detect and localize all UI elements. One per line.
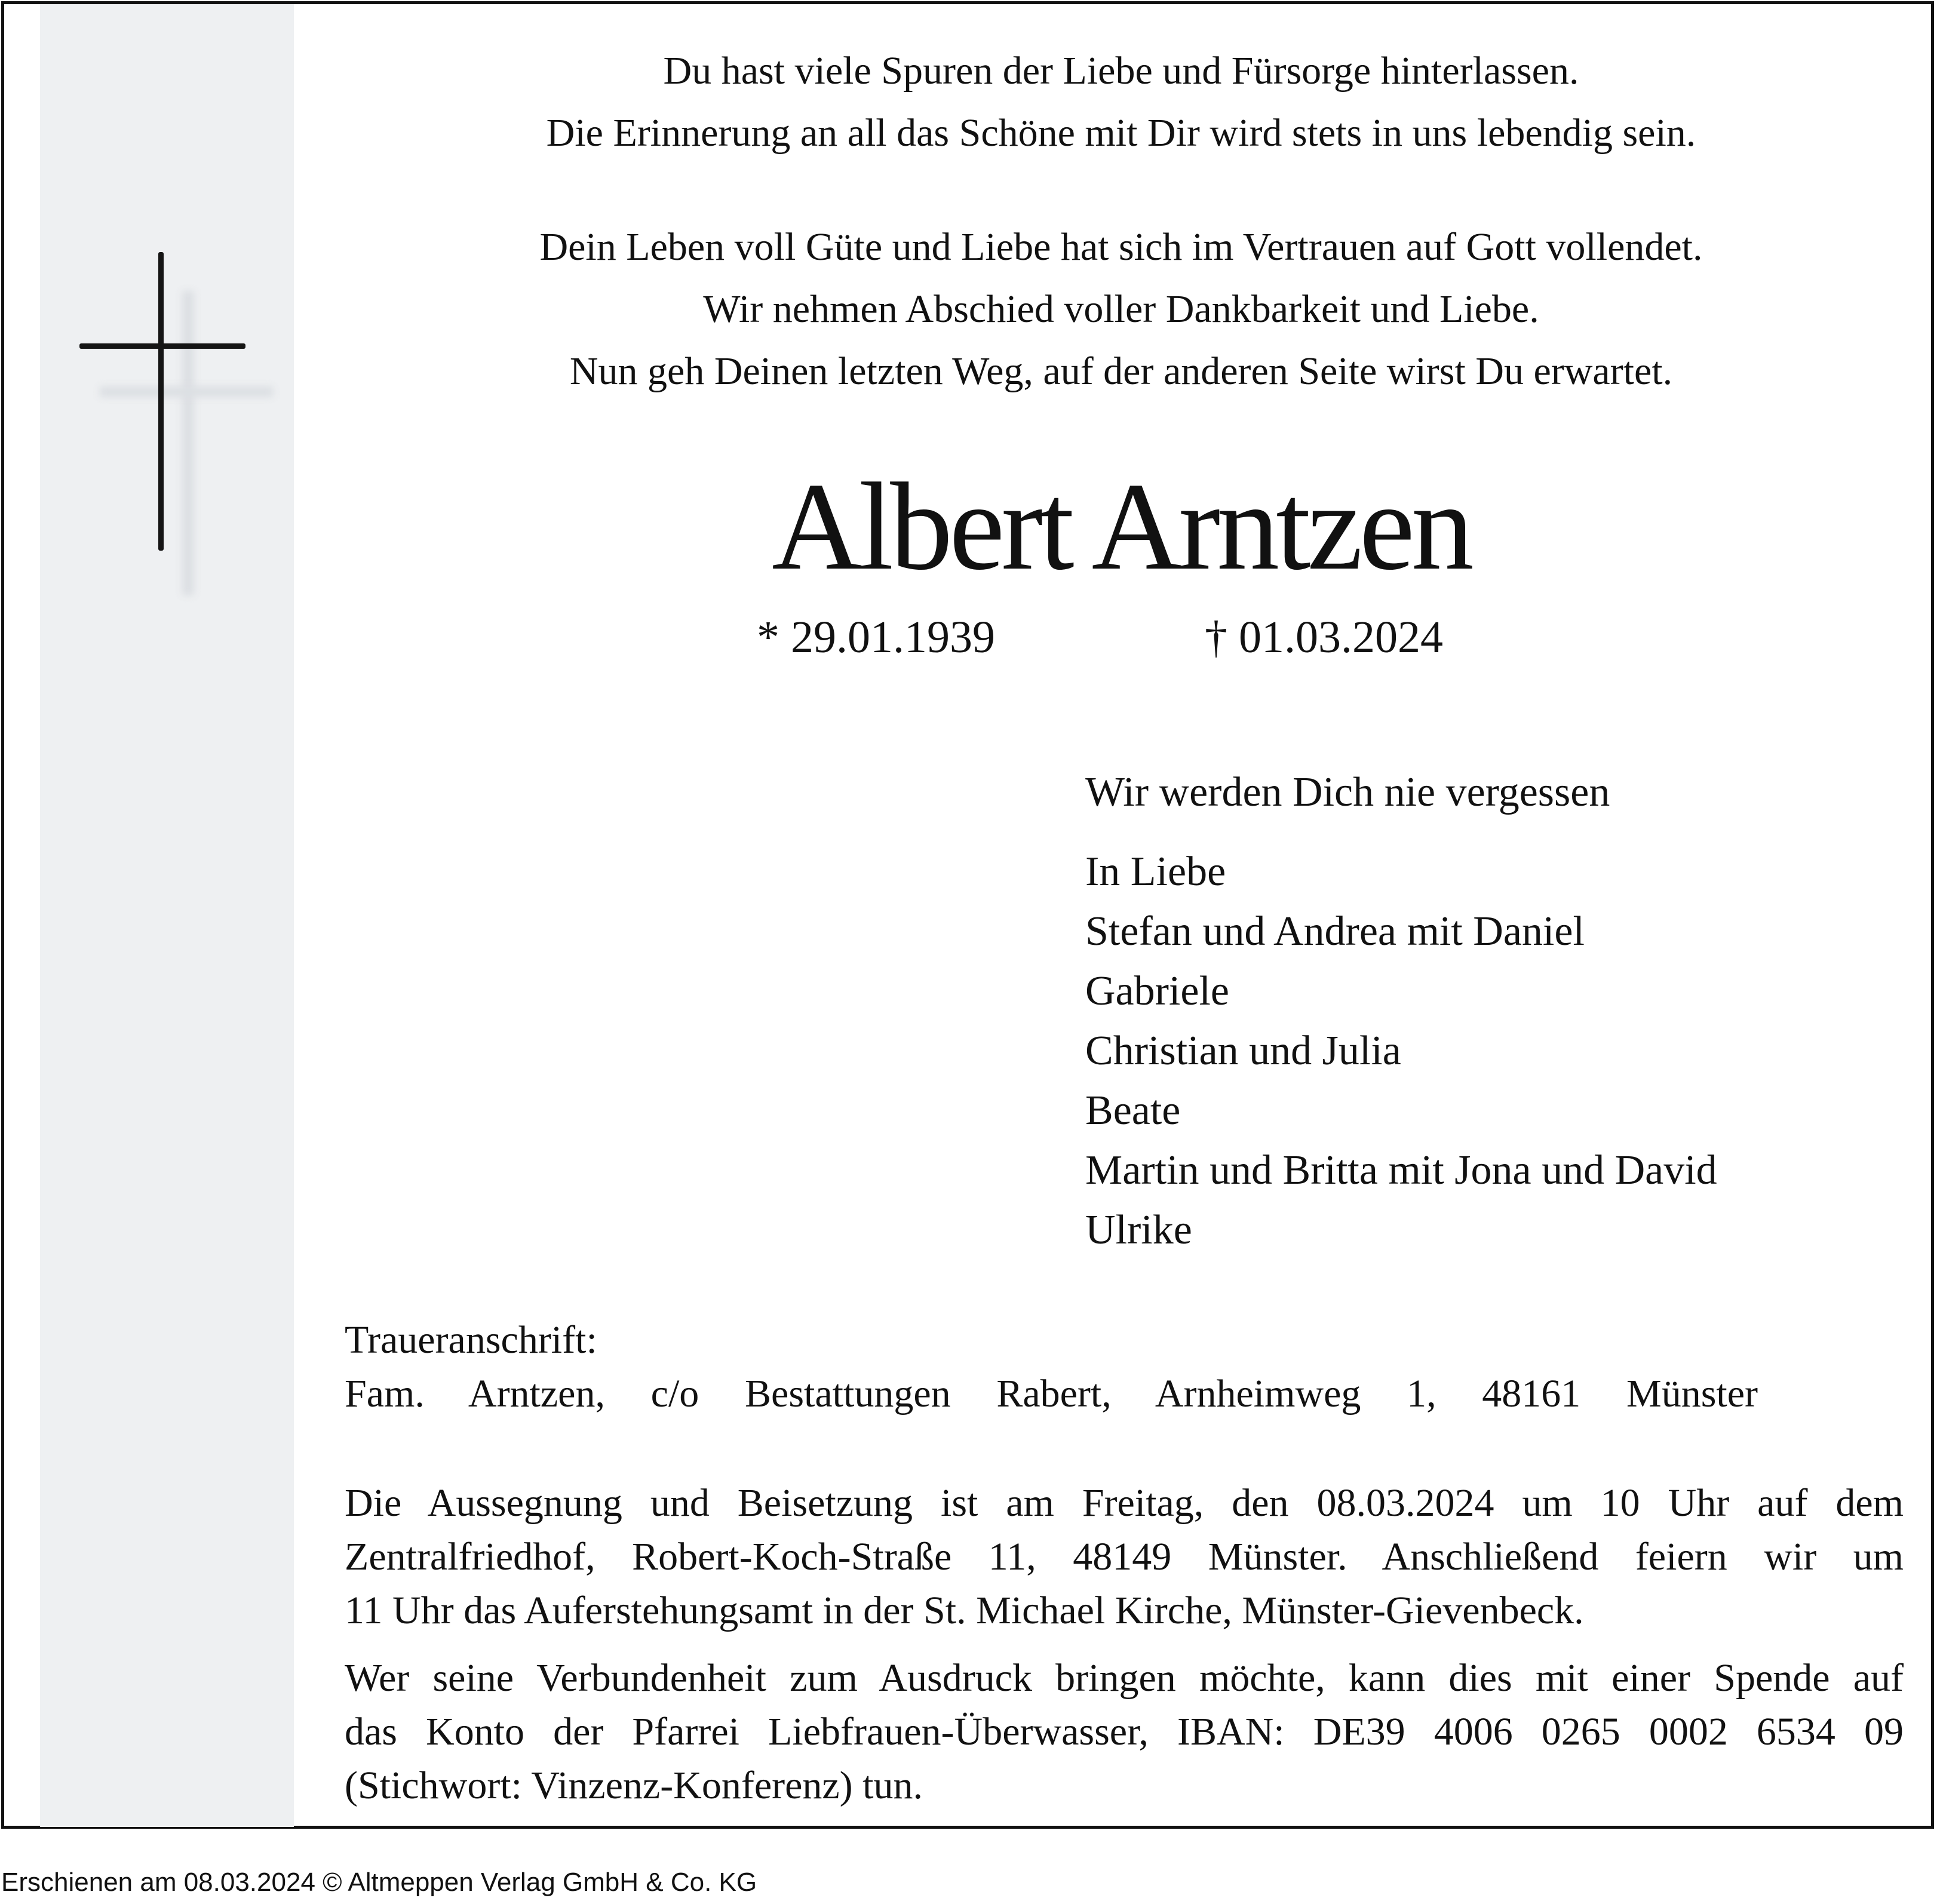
family-member: Martin und Britta mit Jona und David [1085, 1147, 1717, 1193]
verse-bottom [339, 216, 1904, 403]
obituary-card [1, 1, 1934, 1829]
family-member: Christian und Julia [1085, 1028, 1401, 1074]
death-date: † 01.03.2024 [1205, 612, 1443, 662]
decorative-side-strip [40, 4, 294, 1827]
publication-footer: Erschienen am 08.03.2024 © Altmeppen Verlag GmbH & Co. KG [1, 1868, 757, 1897]
family-member: Gabriele [1085, 968, 1229, 1014]
family-member: Beate [1085, 1088, 1181, 1134]
verse-line: Dein Leben voll Güte und Liebe hat sich im Vertrauen auf Gott vollendet. [539, 225, 1703, 269]
address-label: Traueranschrift: [345, 1318, 597, 1362]
ceremony-line: Die Aussegnung und Beisetzung ist am Freitag, den 08.03.2024 um 10 Uhr auf dem [345, 1481, 1904, 1525]
donation-line: das Konto der Pfarrei Liebfrauen-Überwasser, IBAN: DE39 4006 0265 0002 6534 09 [345, 1710, 1904, 1753]
address-line: Fam. Arntzen, c/o Bestattungen Rabert, Arnheimweg 1, 48161 Münster [345, 1372, 1758, 1415]
family-member: Stefan und Andrea mit Daniel [1085, 908, 1585, 954]
ceremony-line: Zentralfriedhof, Robert-Koch-Straße 11, 48149 Münster. Anschließend feiern wir um [345, 1535, 1904, 1579]
mourning-address [345, 1313, 1758, 1421]
donation-line: (Stichwort: Vinzenz-Konferenz) tun. [345, 1764, 923, 1807]
verse-line: Nun geh Deinen letzten Weg, auf der anderen Seite wirst Du erwartet. [569, 349, 1673, 393]
ceremony-info [345, 1476, 1904, 1638]
deceased-name: Albert Arntzen [772, 457, 1471, 596]
family-intro: In Liebe [1085, 849, 1226, 895]
ceremony-line: 11 Uhr das Auferstehungsamt in der St. Michael Kirche, Münster-Gievenbeck. [345, 1589, 1584, 1632]
birth-date: * 29.01.1939 [757, 612, 995, 662]
verse-line: Wir nehmen Abschied voller Dankbarkeit und Liebe. [703, 287, 1539, 331]
donation-info [345, 1651, 1904, 1813]
donation-line: Wer seine Verbundenheit zum Ausdruck bringen möchte, kann dies mit einer Spende auf [345, 1656, 1904, 1700]
verse-line: Die Erinnerung an all das Schöne mit Dir wird stets in uns lebendig sein. [546, 111, 1696, 155]
family-list [1085, 842, 1717, 1260]
verse-top [339, 40, 1904, 164]
family-member: Ulrike [1085, 1207, 1192, 1253]
family-motto: Wir werden Dich nie vergessen [1085, 769, 1610, 815]
verse-line: Du hast viele Spuren der Liebe und Fürsorge hinterlassen. [663, 49, 1579, 93]
